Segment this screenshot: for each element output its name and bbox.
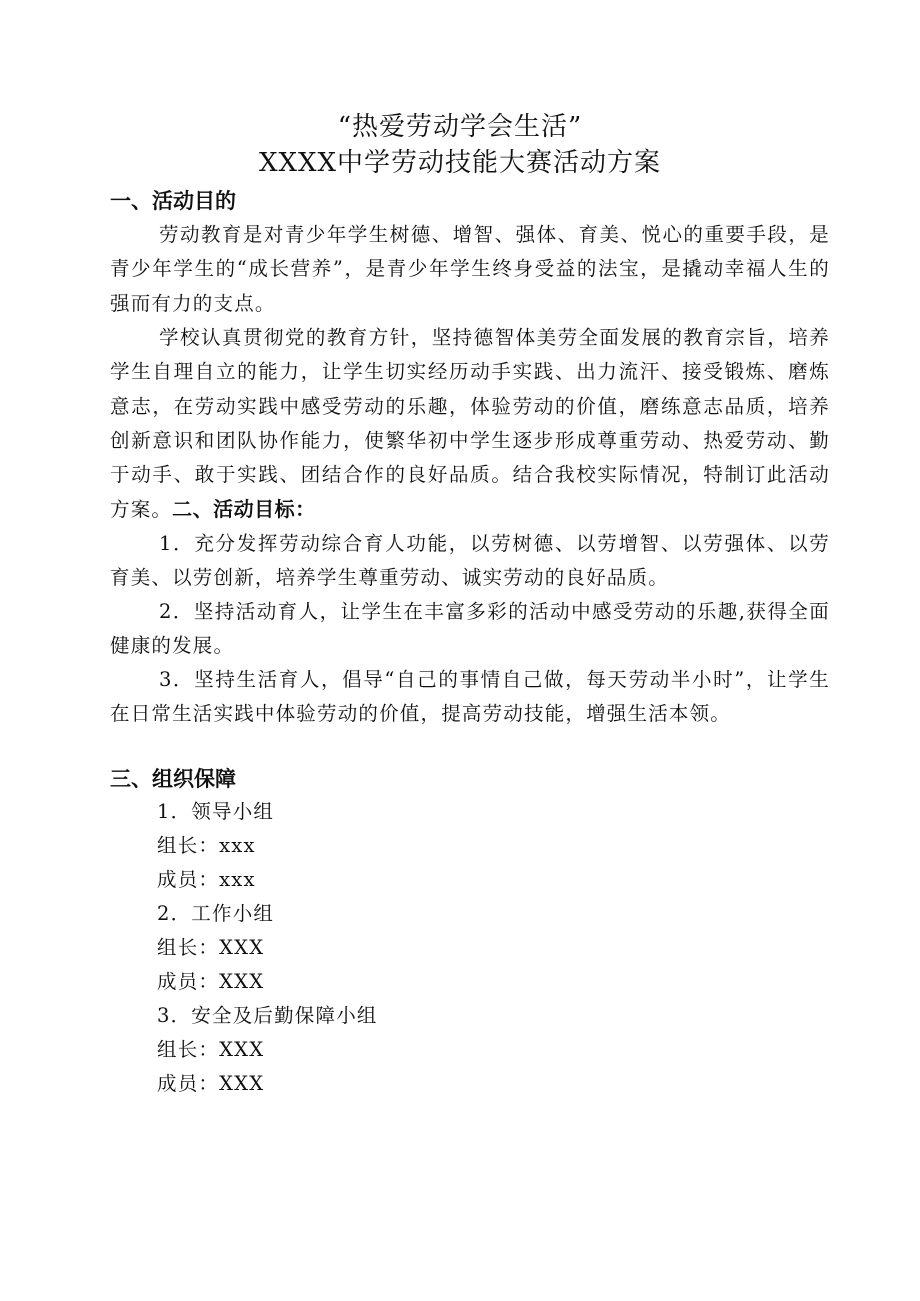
group-leader-leadership: 组长：xxx <box>157 834 256 857</box>
section-heading-goals: 二、活动目标： <box>172 497 316 522</box>
goal-item-1: 1．充分发挥劳动综合育人功能，以劳树德、以劳增智、以劳强体、以劳育美、以劳创新，培养学生尊重劳动、诚实劳动的良好品质。 <box>110 532 830 590</box>
section-heading-organization: 三、组织保障 <box>110 767 236 791</box>
goal-item-2: 2．坚持活动育人，让学生在丰富多彩的活动中感受劳动的乐趣,获得全面健康的发展。 <box>110 600 830 658</box>
group-title-safety-logistics: 3．安全及后勤保障小组 <box>157 1004 378 1027</box>
group-members-leadership: 成员：xxx <box>157 868 256 891</box>
document-title-line-1: “热爱劳动学会生活” <box>337 112 583 142</box>
section-heading-purpose: 一、活动目的 <box>110 189 236 213</box>
group-title-leadership: 1．领导小组 <box>157 800 275 823</box>
group-title-working: 2．工作小组 <box>157 902 275 925</box>
paragraph-purpose-2-text: 学校认真贯彻党的教育方针，坚持德智体美劳全面发展的教育宗旨，培养学生自理自立的能力，让学生切实经历动手实践、出力流汗、接受锻炼、磨炼意志，在劳动实践中感受劳动的乐趣，体验劳动的价值，磨练意志品质，培养创新意识和团队协作能力，使繁华初中学生逐步形成尊重劳动、热爱劳动、勤于动手、敢于实践、团结合作的良好品质。结合我校实际情况，特制订此活动方案。 <box>110 326 830 522</box>
group-leader-safety-logistics: 组长：XXX <box>157 1038 265 1061</box>
group-members-safety-logistics: 成员：XXX <box>157 1072 265 1095</box>
goal-item-3: 3．坚持生活育人，倡导“自己的事情自己做，每天劳动半小时”，让学生在日常生活实践中体验劳动的价值，提高劳动技能，增强生活本领。 <box>110 668 830 726</box>
group-members-working: 成员：XXX <box>157 970 265 993</box>
paragraph-purpose-1: 劳动教育是对青少年学生树德、增智、强体、育美、悦心的重要手段，是青少年学生的“成长营养”，是青少年学生终身受益的法宝，是撬动幸福人生的强而有力的支点。 <box>110 223 830 315</box>
paragraph-purpose-2 <box>110 321 830 528</box>
document-title-line-2: XXXX中学劳动技能大赛活动方案 <box>258 148 662 178</box>
group-leader-working: 组长：XXX <box>157 936 265 959</box>
